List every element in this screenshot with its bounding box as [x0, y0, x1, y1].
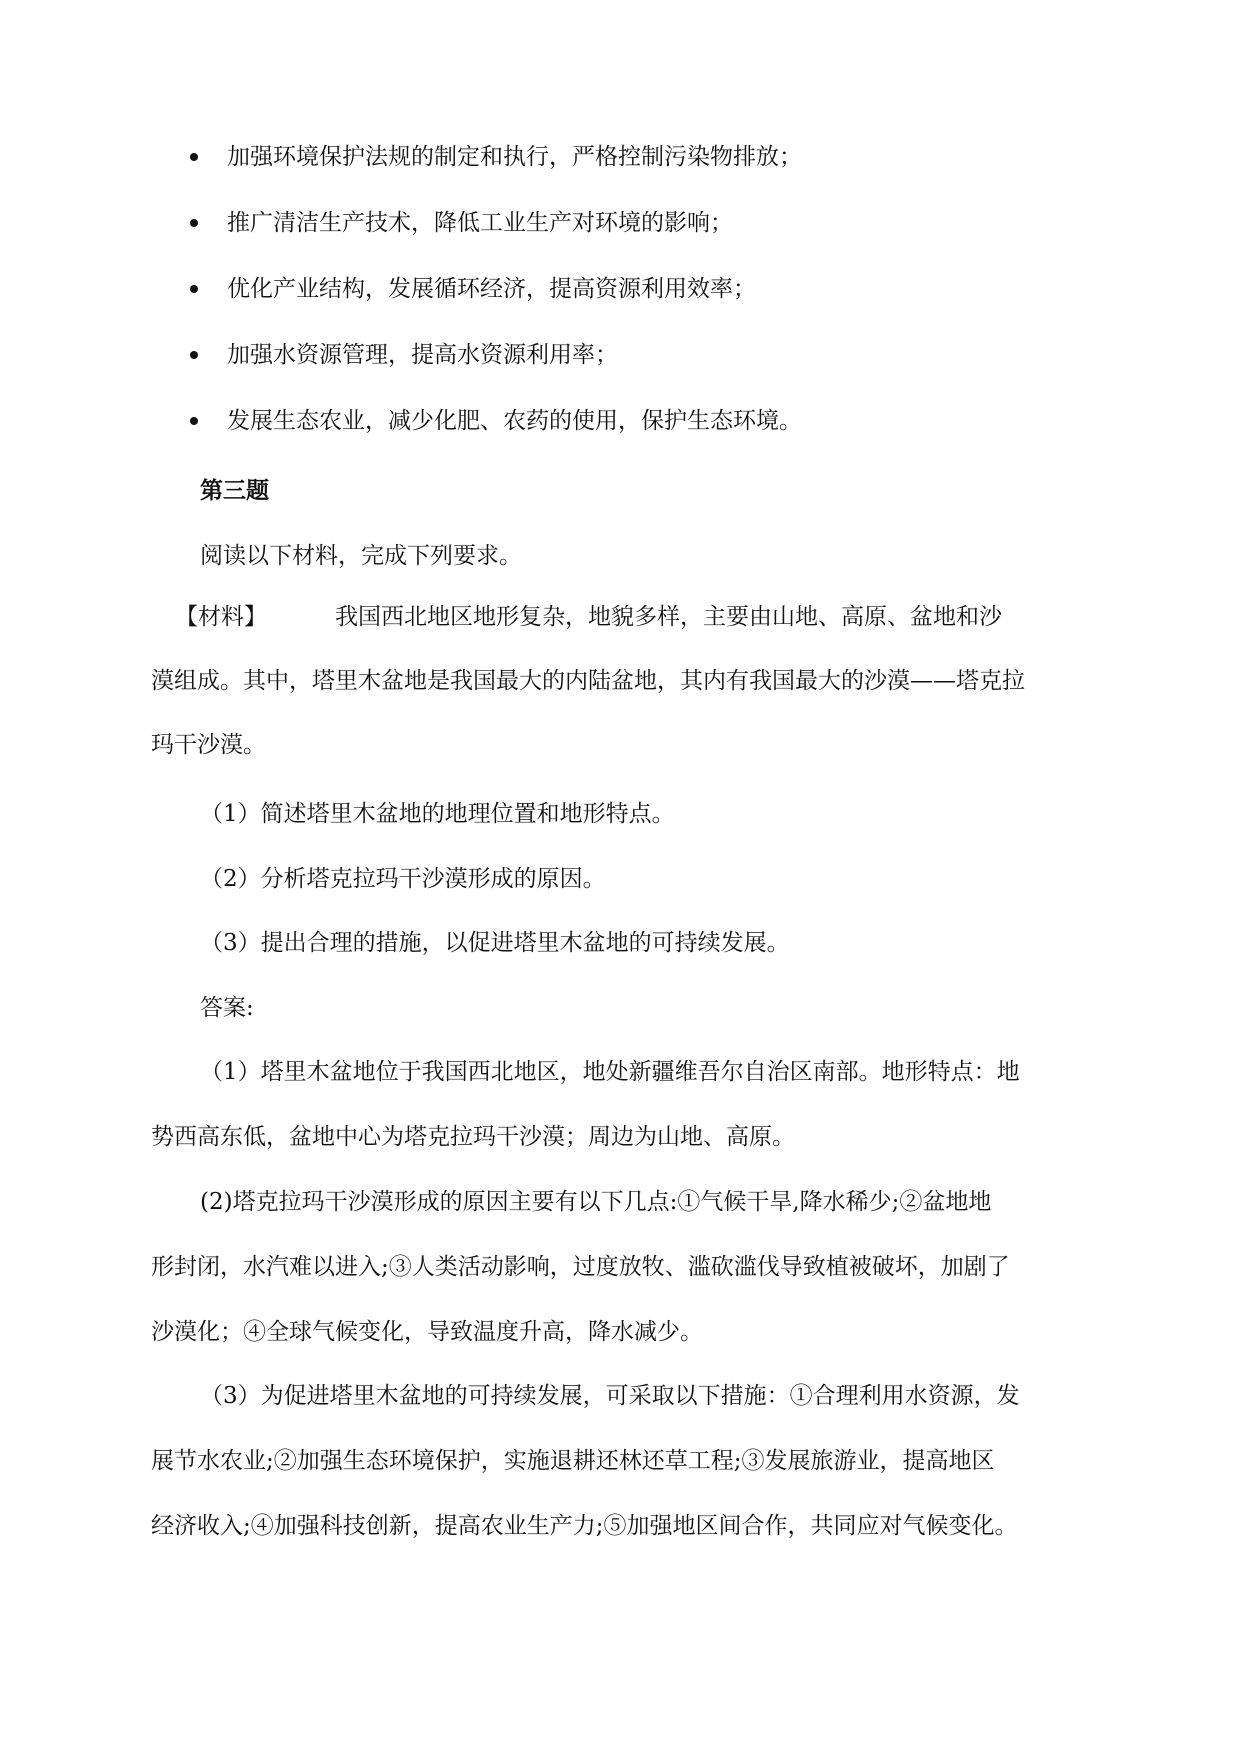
- bullet-item: [190, 274, 1090, 340]
- bullet-item: [190, 142, 1090, 208]
- material-line-text: 漠组成。其中，塔里木盆地是我国最大的内陆盆地，其内有我国最大的沙漠——塔克拉: [151, 668, 1025, 694]
- material-line-text: 玛干沙漠。: [151, 732, 266, 758]
- bullet-item: [190, 406, 1090, 472]
- bullet-dot-icon: [190, 417, 198, 425]
- instruction-text: 阅读以下材料，完成下列要求。: [200, 543, 522, 569]
- answer-line: 展节水农业;②加强生态环境保护，实施退耕还林还草工程;③发展旅游业，提高地区: [151, 1448, 995, 1474]
- question-paragraph: [151, 927, 1091, 960]
- question-text: （3）提出合理的措施，以促进塔里木盆地的可持续发展。: [200, 930, 790, 956]
- bullet-text: 推广清洁生产技术，降低工业生产对环境的影响；: [227, 210, 733, 236]
- bullet-text: 加强环境保护法规的制定和执行，严格控制污染物排放；: [227, 144, 802, 170]
- question-paragraph: [151, 863, 1091, 896]
- question-paragraph: [151, 798, 1091, 831]
- answer-paragraph: [151, 1380, 1091, 1543]
- section-title: 第三题: [200, 477, 269, 504]
- bullet-dot-icon: [190, 351, 198, 359]
- answer-line: 沙漠化；④全球气候变化，导致温度升高，降水减少。: [151, 1319, 703, 1345]
- answer-paragraph: [151, 1186, 1091, 1349]
- answer-line: 形封闭，水汽难以进入;③人类活动影响，过度放牧、滥砍滥伐导致植被破坏，加剧了: [151, 1254, 1010, 1280]
- bullet-text: 加强水资源管理，提高水资源利用率；: [227, 342, 618, 368]
- bullet-item: [190, 208, 1090, 274]
- answer-line: (2)塔克拉玛干沙漠形成的原因主要有以下几点:①气候干旱,降水稀少;②盆地地: [200, 1189, 992, 1215]
- answer-line: （3）为促进塔里木盆地的可持续发展，可采取以下措施：①合理利用水资源，发: [200, 1383, 1020, 1409]
- instruction-paragraph: [151, 540, 1091, 573]
- answer-label-paragraph: [151, 992, 1091, 1025]
- answer-line: 经济收入;④加强科技创新，提高农业生产力;⑤加强地区间合作，共同应对气候变化。: [151, 1513, 1018, 1539]
- answer-line: （1）塔里木盆地位于我国西北地区，地处新疆维吾尔自治区南部。地形特点：地: [200, 1059, 1020, 1085]
- measures-bullet-list: [190, 142, 1090, 472]
- material-line: [151, 601, 1091, 634]
- bullet-text: 优化产业结构，发展循环经济，提高资源利用效率；: [227, 276, 756, 302]
- bullet-text: 发展生态农业，减少化肥、农药的使用，保护生态环境。: [227, 408, 802, 434]
- answer-label: 答案:: [200, 995, 254, 1021]
- bullet-dot-icon: [190, 219, 198, 227]
- material-tag: 【材料】: [175, 604, 267, 630]
- bullet-dot-icon: [190, 285, 198, 293]
- material-line-text: 我国西北地区地形复杂，地貌多样，主要由山地、高原、盆地和沙: [335, 604, 1002, 630]
- answer-paragraph: [151, 1056, 1091, 1154]
- question-text: （2）分析塔克拉玛干沙漠形成的原因。: [200, 866, 606, 892]
- bullet-item: [190, 340, 1090, 406]
- answer-line: 势西高东低，盆地中心为塔克拉玛干沙漠；周边为山地、高原。: [151, 1124, 795, 1150]
- material-paragraph: [151, 601, 1091, 762]
- question-text: （1）简述塔里木盆地的地理位置和地形特点。: [200, 801, 675, 827]
- bullet-dot-icon: [190, 153, 198, 161]
